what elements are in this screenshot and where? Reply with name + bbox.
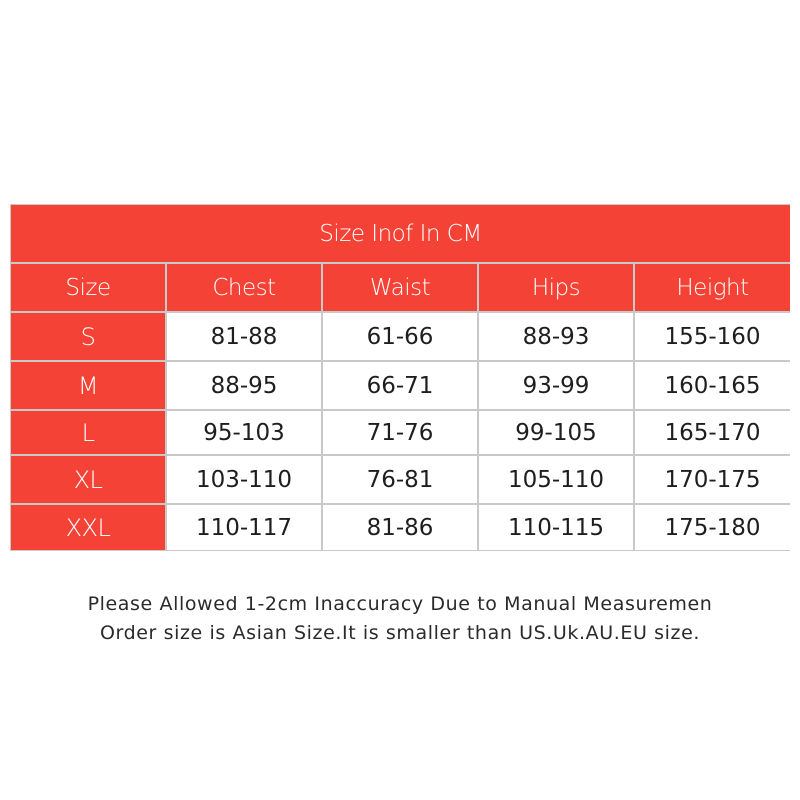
table-cell-chest: 88-95 — [167, 362, 321, 409]
note-line-inaccuracy: Please Allowed 1-2cm Inaccuracy Due to Manual Measuremen — [87, 593, 713, 615]
row-label-size: S — [11, 313, 165, 360]
row-label-size: L — [11, 411, 165, 454]
row-label-size: XXL — [11, 505, 165, 550]
table-title: Size Inof In CM — [11, 205, 790, 262]
size-chart-table — [10, 204, 790, 551]
column-header-height: Height — [635, 264, 790, 311]
table-cell-height: 165-170 — [635, 411, 790, 454]
table-cell-chest: 95-103 — [167, 411, 321, 454]
row-label-size: XL — [11, 456, 165, 503]
table-cell-waist: 71-76 — [323, 411, 477, 454]
table-cell-height: 170-175 — [635, 456, 790, 503]
table-cell-hips: 105-110 — [479, 456, 633, 503]
table-cell-waist: 81-86 — [323, 505, 477, 550]
table-cell-height: 155-160 — [635, 313, 790, 360]
table-cell-chest: 110-117 — [167, 505, 321, 550]
table-cell-hips: 88-93 — [479, 313, 633, 360]
table-cell-height: 160-165 — [635, 362, 790, 409]
table-cell-waist: 76-81 — [323, 456, 477, 503]
table-cell-waist: 66-71 — [323, 362, 477, 409]
table-cell-waist: 61-66 — [323, 313, 477, 360]
column-header-waist: Waist — [323, 264, 477, 311]
column-header-size: Size — [11, 264, 165, 311]
table-cell-height: 175-180 — [635, 505, 790, 550]
table-cell-hips: 110-115 — [479, 505, 633, 550]
size-notes — [0, 590, 800, 648]
column-header-hips: Hips — [479, 264, 633, 311]
note-line-asian-size: Order size is Asian Size.It is smaller than US.Uk.AU.EU size. — [99, 622, 701, 644]
table-cell-chest: 81-88 — [167, 313, 321, 360]
table-cell-hips: 99-105 — [479, 411, 633, 454]
row-label-size: M — [11, 362, 165, 409]
column-header-chest: Chest — [167, 264, 321, 311]
table-cell-chest: 103-110 — [167, 456, 321, 503]
table-cell-hips: 93-99 — [479, 362, 633, 409]
